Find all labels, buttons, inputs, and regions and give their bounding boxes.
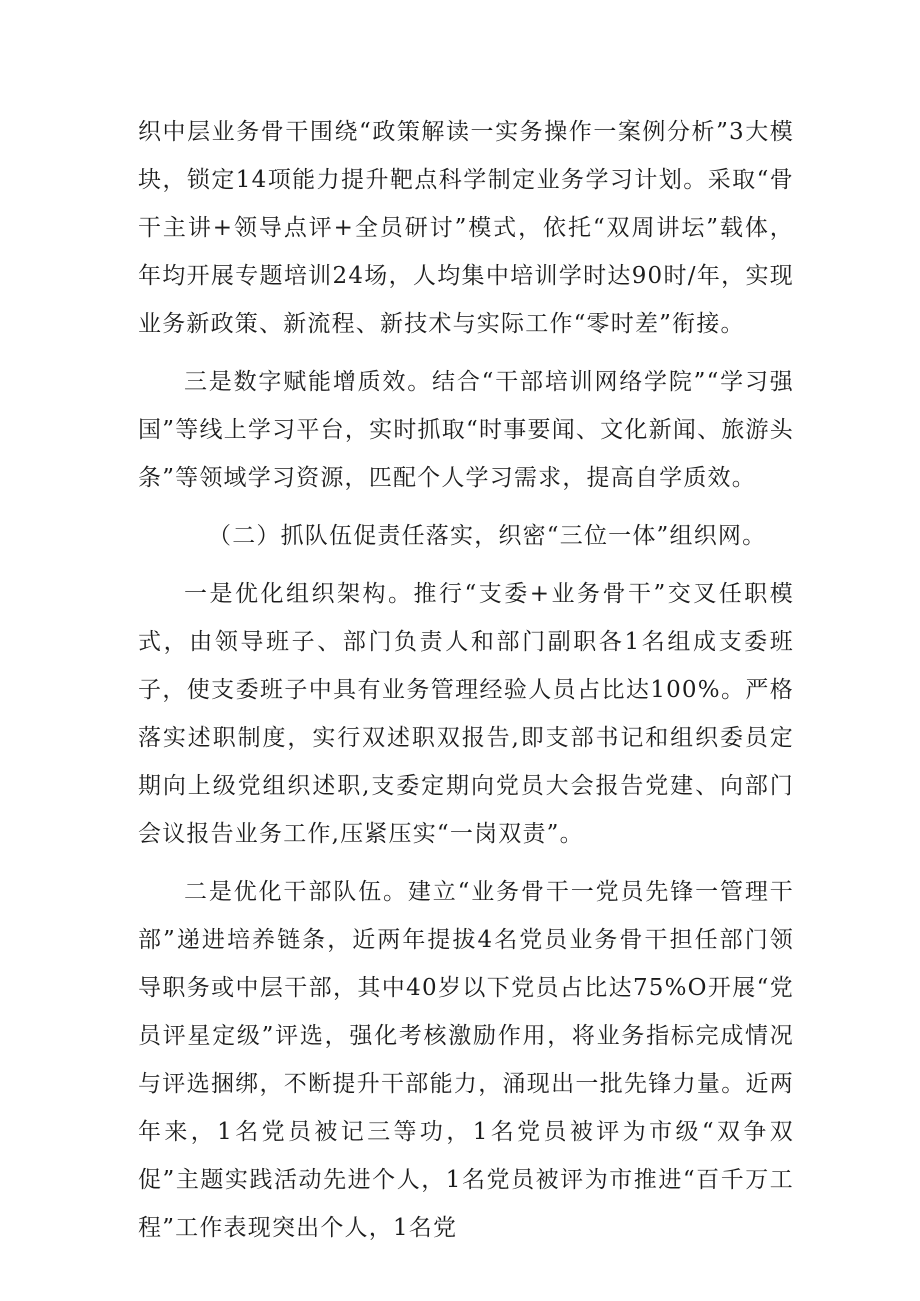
document-body (138, 108, 794, 1252)
paragraph-cadre-team: 二是优化干部队伍。建立“业务骨干一党员先锋一管理干部”递进培养链条，近两年提拔4名党员业务骨干担任部门领导职务或中层干部，其中40岁以下党员占比达75%O开展“党员评星定级”评选，强化考核激励作用，将业务指标完成情况与评选捆绑，不断提升干部能力，涌现出一批先锋力量。近两年来，1名党员被记三等功，1名党员被评为市级“双争双促”主题实践活动先进个人，1名党员被评为市推进“百千万工程”工作表现突出个人，1名党 (138, 879, 794, 1241)
section-heading: （二）抓队伍促责任落实，织密“三位一体”组织网。 (208, 523, 767, 549)
paragraph-organization-structure: 一是优化组织架构。推行“支委+业务骨干”交叉任职模式，由领导班子、部门负责人和部门副职各1名组成支委班子，使支委班子中具有业务管理经验人员占比达100%。严格落实述职制度，实行双述职双报告,即支部书记和组织委员定期向上级党组织述职,支委定期向党员大会报告党建、向部门会议报告业务工作,压紧压实“一岗双责”。 (138, 581, 794, 847)
paragraph-continued: 织中层业务骨干围绕“政策解读一实务操作一案例分析”3大模块，锁定14项能力提升靶点科学制定业务学习计划。采取“骨干主讲+领导点评+全员研讨”模式，依托“双周讲坛”载体，年均开展专题培训24场，人均集中培训学时达90时/年，实现业务新政策、新流程、新技术与实际工作“零时差”衔接。 (138, 119, 794, 337)
paragraph-digital-empowerment: 三是数字赋能增质效。结合“干部培训网络学院”“学习强国”等线上学习平台，实时抓取“时事要闻、文化新闻、旅游头条”等领域学习资源，匹配个人学习需求，提高自学质效。 (138, 369, 794, 491)
